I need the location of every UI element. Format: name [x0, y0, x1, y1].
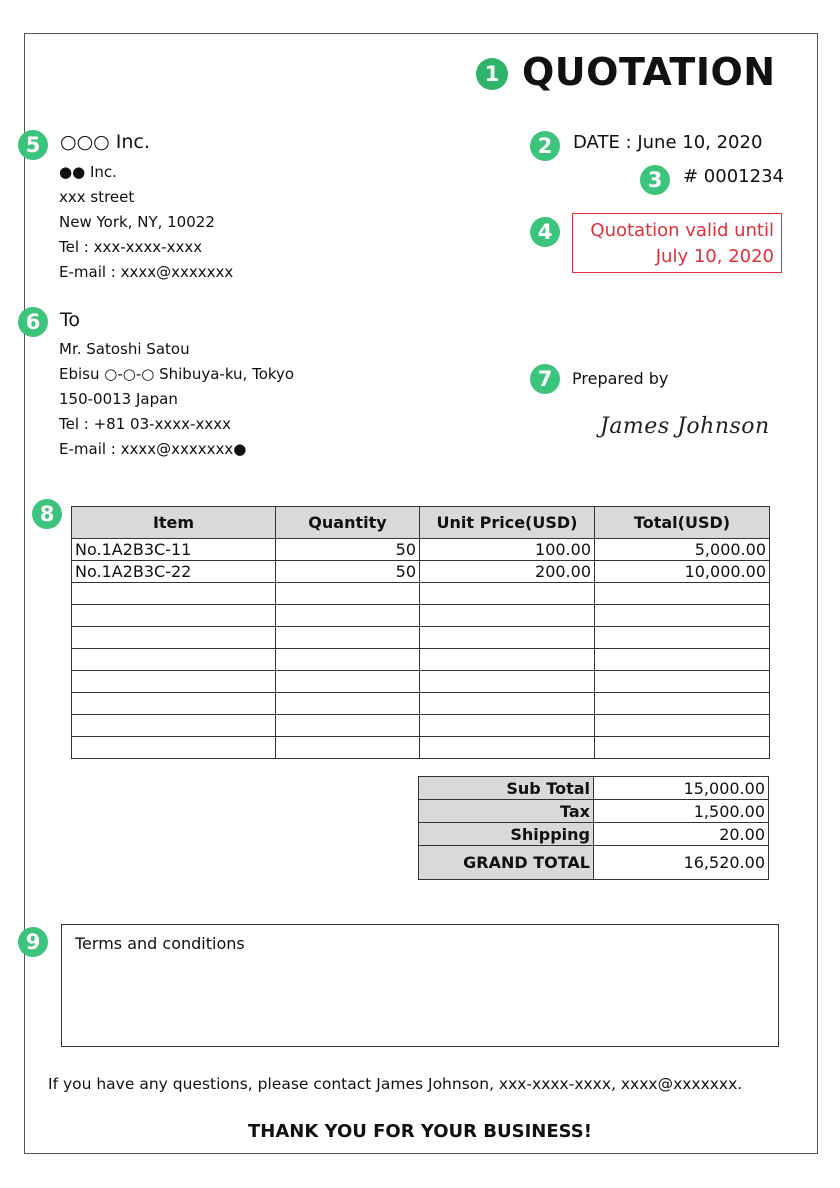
shipping-value: 20.00 — [594, 823, 769, 846]
empty-cell — [595, 693, 770, 715]
empty-table-row — [72, 737, 770, 759]
empty-cell — [72, 737, 276, 759]
thank-you-message: THANK YOU FOR YOUR BUSINESS! — [248, 1121, 592, 1142]
grand-total-label: GRAND TOTAL — [419, 846, 594, 880]
empty-cell — [595, 737, 770, 759]
sender-line: E-mail : xxxx@xxxxxxx — [59, 263, 234, 281]
subtotal-row — [419, 777, 769, 800]
col-header-item: Item — [72, 507, 276, 539]
empty-cell — [72, 693, 276, 715]
prepared-by-label: Prepared by — [572, 369, 669, 388]
subtotal-label: Sub Total — [419, 777, 594, 800]
badge-5: 5 — [18, 130, 48, 160]
recipient-line: Mr. Satoshi Satou — [59, 340, 190, 358]
tax-row — [419, 800, 769, 823]
col-header-total: Total(USD) — [595, 507, 770, 539]
empty-cell — [276, 715, 420, 737]
cell-item: No.1A2B3C-11 — [72, 539, 276, 561]
grand-total-row — [419, 846, 769, 880]
empty-cell — [276, 649, 420, 671]
terms-label: Terms and conditions — [75, 934, 245, 953]
empty-cell — [276, 737, 420, 759]
validity-box — [572, 213, 782, 273]
preparer-signature: James Johnson — [600, 414, 770, 439]
tax-value: 1,500.00 — [594, 800, 769, 823]
empty-cell — [595, 627, 770, 649]
terms-box — [61, 924, 779, 1047]
table-header-row — [72, 507, 770, 539]
empty-table-row — [72, 671, 770, 693]
empty-table-row — [72, 627, 770, 649]
badge-3: 3 — [640, 165, 670, 195]
badge-9: 9 — [18, 927, 48, 957]
badge-7: 7 — [530, 364, 560, 394]
badge-4: 4 — [530, 217, 560, 247]
empty-cell — [276, 671, 420, 693]
page-title: QUOTATION — [522, 50, 776, 94]
items-table — [71, 506, 770, 759]
empty-cell — [420, 649, 595, 671]
empty-table-row — [72, 583, 770, 605]
badge-1: 1 — [476, 58, 508, 90]
sender-line: Tel : xxx-xxxx-xxxx — [59, 238, 203, 256]
empty-cell — [420, 605, 595, 627]
empty-cell — [276, 605, 420, 627]
cell-unit-price: 200.00 — [420, 561, 595, 583]
empty-cell — [276, 627, 420, 649]
badge-2: 2 — [530, 131, 560, 161]
contact-line: If you have any questions, please contact James Johnson, xxx-xxxx-xxxx, xxxx@xxxxxxx. — [48, 1075, 743, 1093]
subtotal-value: 15,000.00 — [594, 777, 769, 800]
quote-number: # 0001234 — [683, 166, 784, 187]
empty-table-row — [72, 605, 770, 627]
cell-unit-price: 100.00 — [420, 539, 595, 561]
sender-line: ●● Inc. — [59, 163, 117, 181]
badge-6: 6 — [18, 307, 48, 337]
cell-quantity: 50 — [276, 561, 420, 583]
tax-label: Tax — [419, 800, 594, 823]
sender-address — [59, 160, 233, 285]
shipping-row — [419, 823, 769, 846]
empty-cell — [420, 693, 595, 715]
recipient-line: Tel : +81 03-xxxx-xxxx — [59, 415, 231, 433]
empty-cell — [420, 627, 595, 649]
empty-cell — [72, 649, 276, 671]
recipient-line: 150-0013 Japan — [59, 390, 178, 408]
empty-table-row — [72, 715, 770, 737]
empty-cell — [420, 715, 595, 737]
recipient-line: E-mail : xxxx@xxxxxxx● — [59, 440, 247, 458]
totals-table — [418, 776, 769, 880]
empty-cell — [72, 605, 276, 627]
shipping-label: Shipping — [419, 823, 594, 846]
empty-cell — [420, 737, 595, 759]
col-header-unit-price: Unit Price(USD) — [420, 507, 595, 539]
badge-8: 8 — [32, 499, 62, 529]
empty-table-row — [72, 649, 770, 671]
empty-cell — [595, 583, 770, 605]
empty-cell — [595, 671, 770, 693]
col-header-quantity: Quantity — [276, 507, 420, 539]
empty-table-row — [72, 693, 770, 715]
recipient-address — [59, 337, 294, 462]
sender-company: ○○○ Inc. — [60, 131, 150, 153]
table-row — [72, 561, 770, 583]
empty-cell — [420, 583, 595, 605]
cell-quantity: 50 — [276, 539, 420, 561]
sender-line: New York, NY, 10022 — [59, 213, 215, 231]
empty-cell — [420, 671, 595, 693]
cell-item: No.1A2B3C-22 — [72, 561, 276, 583]
sender-line: xxx street — [59, 188, 135, 206]
recipient-line: Ebisu ○-○-○ Shibuya-ku, Tokyo — [59, 365, 295, 383]
empty-cell — [595, 715, 770, 737]
empty-cell — [72, 583, 276, 605]
cell-total: 5,000.00 — [595, 539, 770, 561]
empty-cell — [72, 715, 276, 737]
validity-line-1: Quotation valid until — [590, 220, 774, 241]
empty-cell — [276, 583, 420, 605]
cell-total: 10,000.00 — [595, 561, 770, 583]
recipient-heading: To — [60, 309, 81, 331]
empty-cell — [595, 605, 770, 627]
empty-cell — [72, 671, 276, 693]
empty-cell — [595, 649, 770, 671]
grand-total-value: 16,520.00 — [594, 846, 769, 880]
validity-date: July 10, 2020 — [655, 246, 774, 267]
empty-cell — [276, 693, 420, 715]
empty-cell — [72, 627, 276, 649]
table-row — [72, 539, 770, 561]
quote-date: DATE : June 10, 2020 — [573, 132, 763, 153]
